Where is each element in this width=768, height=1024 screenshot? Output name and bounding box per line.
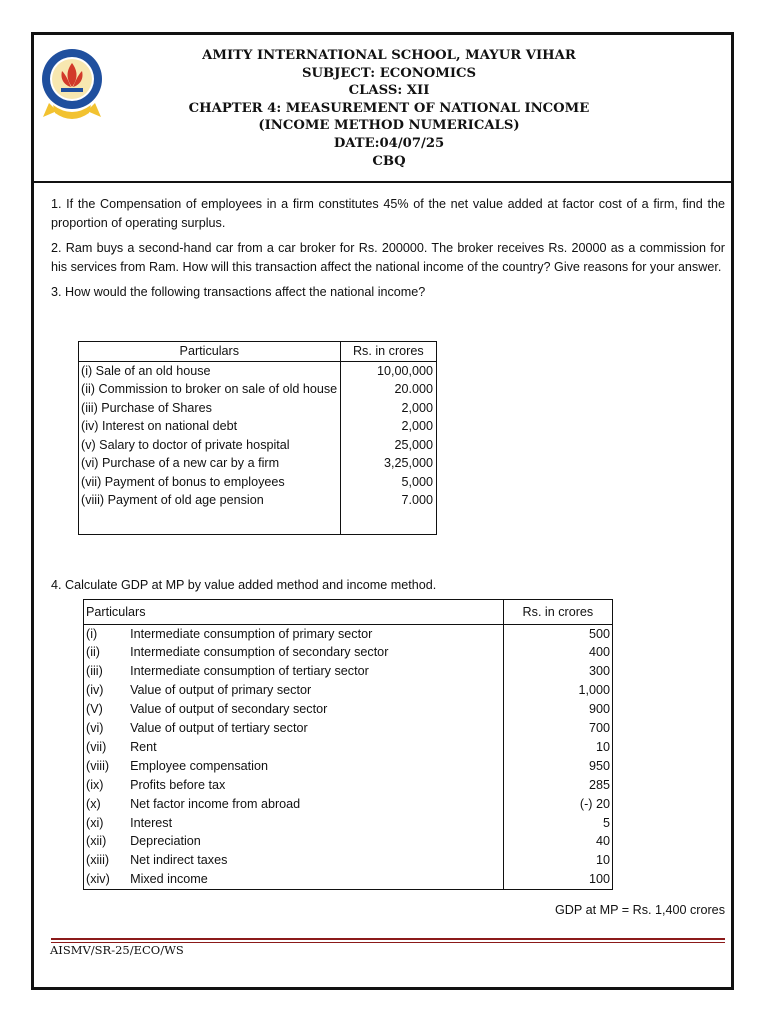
question-3: 3. How would the following transactions affect the national income?	[51, 285, 426, 299]
table-row	[84, 870, 613, 889]
row-number: (xiii)	[86, 853, 110, 868]
row-value: 5,000	[401, 474, 433, 489]
row-number: (xii)	[86, 834, 107, 849]
row-number: (vi)	[86, 721, 104, 736]
table-row	[84, 851, 613, 870]
column-header-particulars: Particulars	[84, 600, 504, 625]
header-title-block	[114, 47, 664, 170]
table-row	[84, 681, 613, 700]
page-border	[31, 32, 734, 990]
row-label: Net factor income from abroad	[128, 795, 503, 814]
row-value: 400	[588, 645, 610, 660]
table-row	[79, 491, 437, 510]
row-number: (vii)	[86, 739, 107, 754]
row-value: 285	[588, 777, 610, 792]
table-row	[84, 795, 613, 814]
table-row	[79, 473, 437, 492]
row-number: (iv)	[86, 683, 104, 698]
gdp-table	[83, 599, 613, 890]
header-topic: (INCOME METHOD NUMERICALS)	[258, 118, 520, 134]
row-value: 10,00,000	[376, 363, 433, 378]
row-label: (iv) Interest on national debt	[79, 417, 341, 436]
row-value: 1,000	[578, 683, 610, 698]
table-header-row	[84, 600, 613, 625]
row-number: (viii)	[86, 758, 110, 773]
row-number: (xi)	[86, 815, 104, 830]
table-row	[79, 454, 437, 473]
empty-cell	[79, 510, 341, 535]
table-row	[79, 436, 437, 455]
row-label: Intermediate consumption of primary sector	[128, 624, 503, 643]
row-value: 20.000	[394, 382, 433, 396]
school-logo-icon	[39, 45, 105, 123]
row-value: 3,25,000	[383, 456, 433, 470]
table-row	[79, 380, 437, 399]
answer-text: GDP at MP = Rs. 1,400 crores	[555, 903, 725, 917]
table-row	[84, 776, 613, 795]
row-label: Mixed income	[128, 870, 503, 889]
row-value: 100	[588, 872, 610, 887]
question-1: 1. If the Compensation of employees in a firm constitutes 45% of the net value added at factor cost of a firm, find the proportion of operating surplus.	[51, 197, 725, 230]
table-row	[84, 624, 613, 643]
header-date: DATE:04/07/25	[333, 135, 445, 151]
question-2: 2. Ram buys a second-hand car from a car broker for Rs. 200000. The broker receives Rs. 20000 as a commission for his services from Ram. How will this transaction affect the national income of the country? Give reasons for your answer.	[51, 241, 725, 274]
row-number: (ii)	[86, 645, 100, 660]
row-label: (vi) Purchase of a new car by a firm	[79, 454, 341, 473]
row-number: (x)	[86, 796, 101, 811]
header-type: CBQ	[372, 153, 406, 169]
row-value: 5	[602, 815, 610, 830]
row-label: Interest	[128, 814, 503, 833]
table-row	[79, 417, 437, 436]
row-value: 900	[588, 702, 610, 717]
header-class: CLASS: XII	[348, 83, 430, 99]
row-label: (viii) Payment of old age pension	[79, 491, 341, 510]
document-header	[34, 35, 731, 183]
table-row	[79, 399, 437, 418]
table-row	[79, 361, 437, 380]
row-number: (i)	[86, 626, 98, 641]
row-value: 40	[595, 834, 610, 849]
row-value: 10	[595, 739, 610, 754]
table-header-row	[79, 342, 437, 362]
header-chapter: CHAPTER 4: MEASUREMENT OF NATIONAL INCOME	[188, 100, 590, 116]
row-label: (ii) Commission to broker on sale of old house	[79, 380, 341, 399]
row-value: 25,000	[394, 437, 433, 452]
row-label: (v) Salary to doctor of private hospital	[79, 436, 341, 455]
row-label: (i) Sale of an old house	[79, 361, 341, 380]
transactions-table	[78, 341, 437, 535]
row-value: 2,000	[401, 419, 433, 433]
row-label: Profits before tax	[128, 776, 503, 795]
row-number: (ix)	[86, 777, 104, 792]
row-label: Rent	[128, 738, 503, 757]
row-label: Employee compensation	[128, 757, 503, 776]
row-label: Depreciation	[128, 832, 503, 851]
row-value: 500	[588, 626, 610, 641]
row-value: (-) 20	[579, 796, 610, 811]
table-row	[84, 700, 613, 719]
footer-rule	[51, 938, 725, 940]
table-row	[84, 719, 613, 738]
row-label: (vii) Payment of bonus to employees	[79, 473, 341, 492]
row-value: 2,000	[401, 400, 433, 415]
table-row	[84, 662, 613, 681]
row-value: 300	[588, 664, 610, 679]
column-header-particulars: Particulars	[79, 342, 341, 362]
row-label: Intermediate consumption of tertiary sector	[128, 662, 503, 681]
table-empty-row	[79, 510, 437, 535]
header-subject: SUBJECT: ECONOMICS	[301, 65, 477, 81]
row-number: (iii)	[86, 664, 103, 679]
row-value: 950	[588, 758, 610, 773]
row-label: Intermediate consumption of secondary sector	[128, 643, 503, 662]
row-label: Value of output of secondary sector	[128, 700, 503, 719]
table-row	[84, 832, 613, 851]
column-header-amount: Rs. in crores	[340, 342, 436, 362]
table-row	[84, 757, 613, 776]
table-row	[84, 814, 613, 833]
row-label: Value of output of primary sector	[128, 681, 503, 700]
empty-cell	[340, 510, 436, 535]
row-value: 7.000	[401, 493, 433, 507]
footer-code: AISMV/SR-25/ECO/WS	[50, 943, 184, 957]
row-label: Net indirect taxes	[128, 851, 503, 870]
column-header-amount: Rs. in crores	[503, 600, 612, 625]
row-number: (xiv)	[86, 872, 110, 887]
document-body	[51, 195, 725, 917]
row-label: Value of output of tertiary sector	[128, 719, 503, 738]
question-4: 4. Calculate GDP at MP by value added method and income method.	[51, 578, 437, 592]
header-school-name: AMITY INTERNATIONAL SCHOOL, MAYUR VIHAR	[202, 48, 576, 63]
row-value: 700	[588, 721, 610, 736]
table-row	[84, 643, 613, 662]
row-label: (iii) Purchase of Shares	[79, 399, 341, 418]
row-value: 10	[595, 853, 610, 868]
row-number: (V)	[86, 702, 103, 717]
table-row	[84, 738, 613, 757]
